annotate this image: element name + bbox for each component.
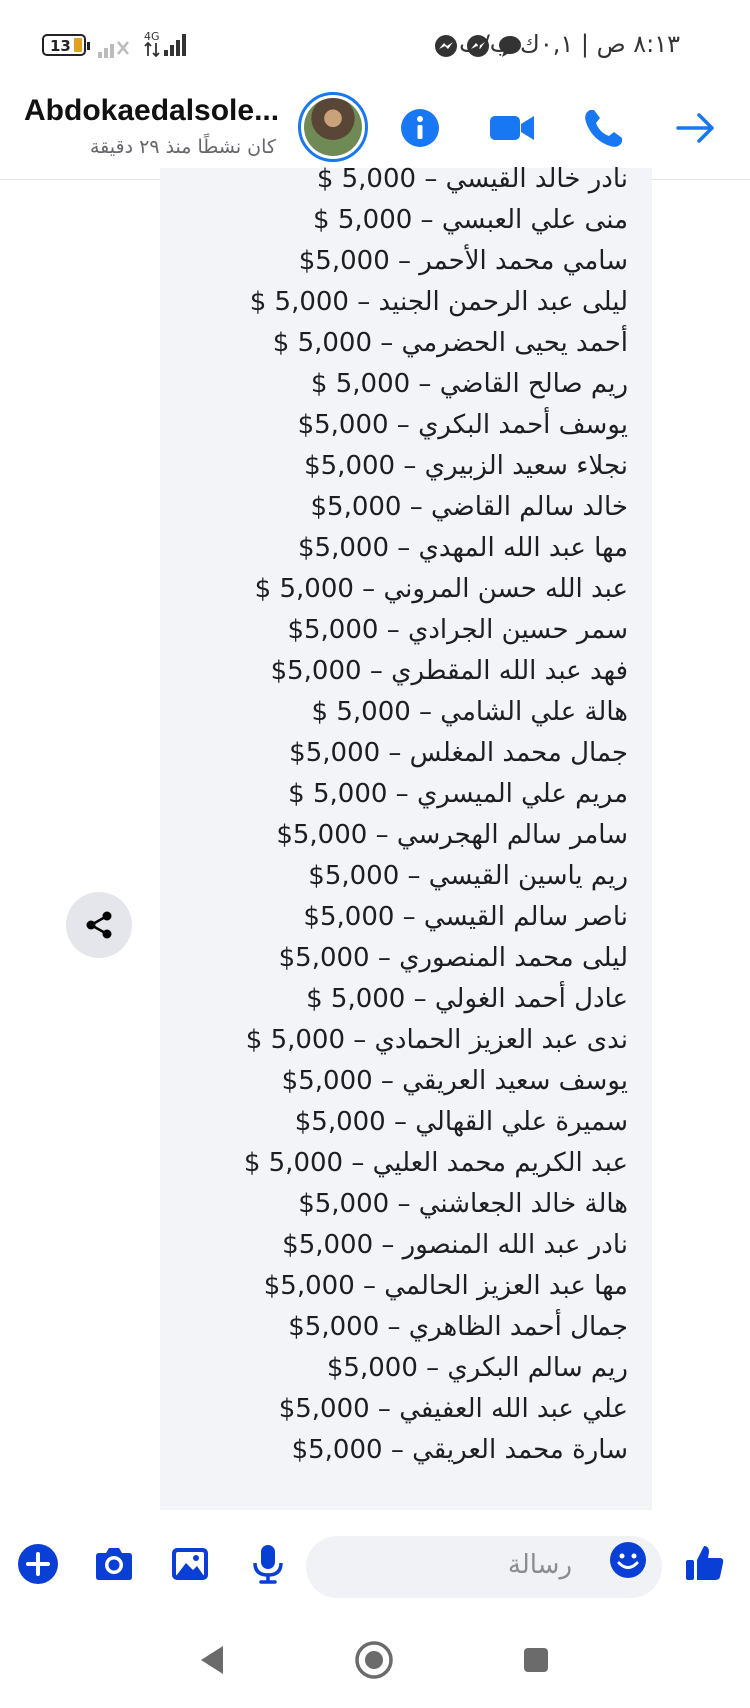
message-line: ليلى محمد المنصوري – 5,000$ — [278, 943, 628, 973]
message-line: ريم ياسين القيسي – 5,000$ — [308, 861, 628, 891]
message-line: ندى عبد العزيز الحمادي – 5,000 $ — [245, 1025, 628, 1055]
message-line: سامر سالم الهجرسي – 5,000$ — [276, 820, 628, 850]
message-line: سميرة علي القهالي – 5,000$ — [294, 1107, 628, 1137]
contact-name[interactable]: Abdokaedalsole... — [24, 94, 280, 127]
message-line: يوسف سعيد العريقي – 5,000$ — [281, 1066, 628, 1096]
battery-level: 13 — [50, 37, 71, 55]
forward-arrow-icon[interactable] — [672, 104, 720, 152]
message-line: مها عبد العزيز الحالمي – 5,000$ — [263, 1271, 628, 1301]
gallery-icon[interactable] — [168, 1542, 212, 1586]
message-line: علي عبد الله العفيفي – 5,000$ — [278, 1394, 628, 1424]
back-icon[interactable] — [193, 1640, 233, 1680]
message-line: عبد الكريم محمد العليي – 5,000 $ — [243, 1148, 628, 1178]
add-icon[interactable] — [16, 1542, 60, 1586]
message-line: نادر خالد القيسي – 5,000 $ — [316, 164, 628, 194]
camera-icon[interactable] — [92, 1542, 136, 1586]
message-line: جمال أحمد الظاهري – 5,000$ — [288, 1312, 628, 1342]
message-line: عادل أحمد الغولي – 5,000 $ — [306, 984, 628, 1014]
network-label: 4G — [144, 30, 160, 43]
home-icon[interactable] — [354, 1640, 394, 1680]
phone-icon[interactable] — [580, 104, 628, 152]
message-line: نجلاء سعيد الزبيري – 5,000$ — [304, 451, 628, 481]
message-composer — [0, 1528, 750, 1614]
video-call-icon[interactable] — [488, 104, 536, 152]
message-line: يوسف أحمد البكري – 5,000$ — [297, 410, 628, 440]
message-line: جمال محمد المغلس – 5,000$ — [289, 738, 628, 768]
recents-icon[interactable] — [516, 1640, 556, 1680]
message-input-placeholder: رسالة — [507, 1550, 572, 1580]
message-line: هالة خالد الجعاشني – 5,000$ — [298, 1189, 628, 1219]
avatar[interactable] — [298, 92, 368, 162]
message-line: مها عبد الله المهدي – 5,000$ — [298, 533, 628, 563]
messenger-icon — [434, 34, 458, 58]
system-nav-bar — [0, 1614, 750, 1708]
message-line: عبد الله حسن المروني – 5,000 $ — [254, 574, 628, 604]
message-bubble[interactable] — [160, 164, 652, 1510]
message-line: منى علي العبسي – 5,000 $ — [313, 205, 628, 235]
message-line: ناصر سالم القيسي – 5,000$ — [303, 902, 628, 932]
battery-icon — [42, 34, 86, 56]
info-icon[interactable] — [396, 104, 444, 152]
message-line: ريم سالم البكري – 5,000$ — [326, 1353, 628, 1383]
message-line: ريم صالح القاضي – 5,000 $ — [310, 369, 628, 399]
microphone-icon[interactable] — [246, 1542, 290, 1586]
message-line: سامي محمد الأحمر – 5,000$ — [298, 246, 628, 276]
message-line: نادر عبد الله المنصور – 5,000$ — [282, 1230, 628, 1260]
share-button[interactable] — [66, 892, 132, 958]
message-line: أحمد يحيى الحضرمي – 5,000 $ — [272, 328, 628, 358]
message-line: مريم علي الميسري – 5,000 $ — [288, 779, 628, 809]
message-line: هالة علي الشامي – 5,000 $ — [311, 697, 628, 727]
emoji-icon[interactable] — [608, 1540, 648, 1580]
share-icon — [83, 909, 115, 941]
message-line: ليلى عبد الرحمن الجنيد – 5,000 $ — [249, 287, 628, 317]
contact-active-status: كان نشطًا منذ ٢٩ دقيقة — [90, 136, 276, 158]
like-icon[interactable] — [684, 1542, 726, 1584]
message-line: خالد سالم القاضي – 5,000$ — [310, 492, 628, 522]
status-clock: ٨:١٣ ص | ٠,١ك.ب/ث — [459, 30, 680, 58]
signal-no-service-icon — [98, 36, 132, 58]
signal-4g-icon — [142, 30, 190, 58]
status-bar — [0, 0, 750, 88]
message-line: سمر حسين الجرادي – 5,000$ — [287, 615, 628, 645]
message-line: سارة محمد العريقي – 5,000$ — [291, 1435, 628, 1465]
message-line: فهد عبد الله المقطري – 5,000$ — [270, 656, 628, 686]
